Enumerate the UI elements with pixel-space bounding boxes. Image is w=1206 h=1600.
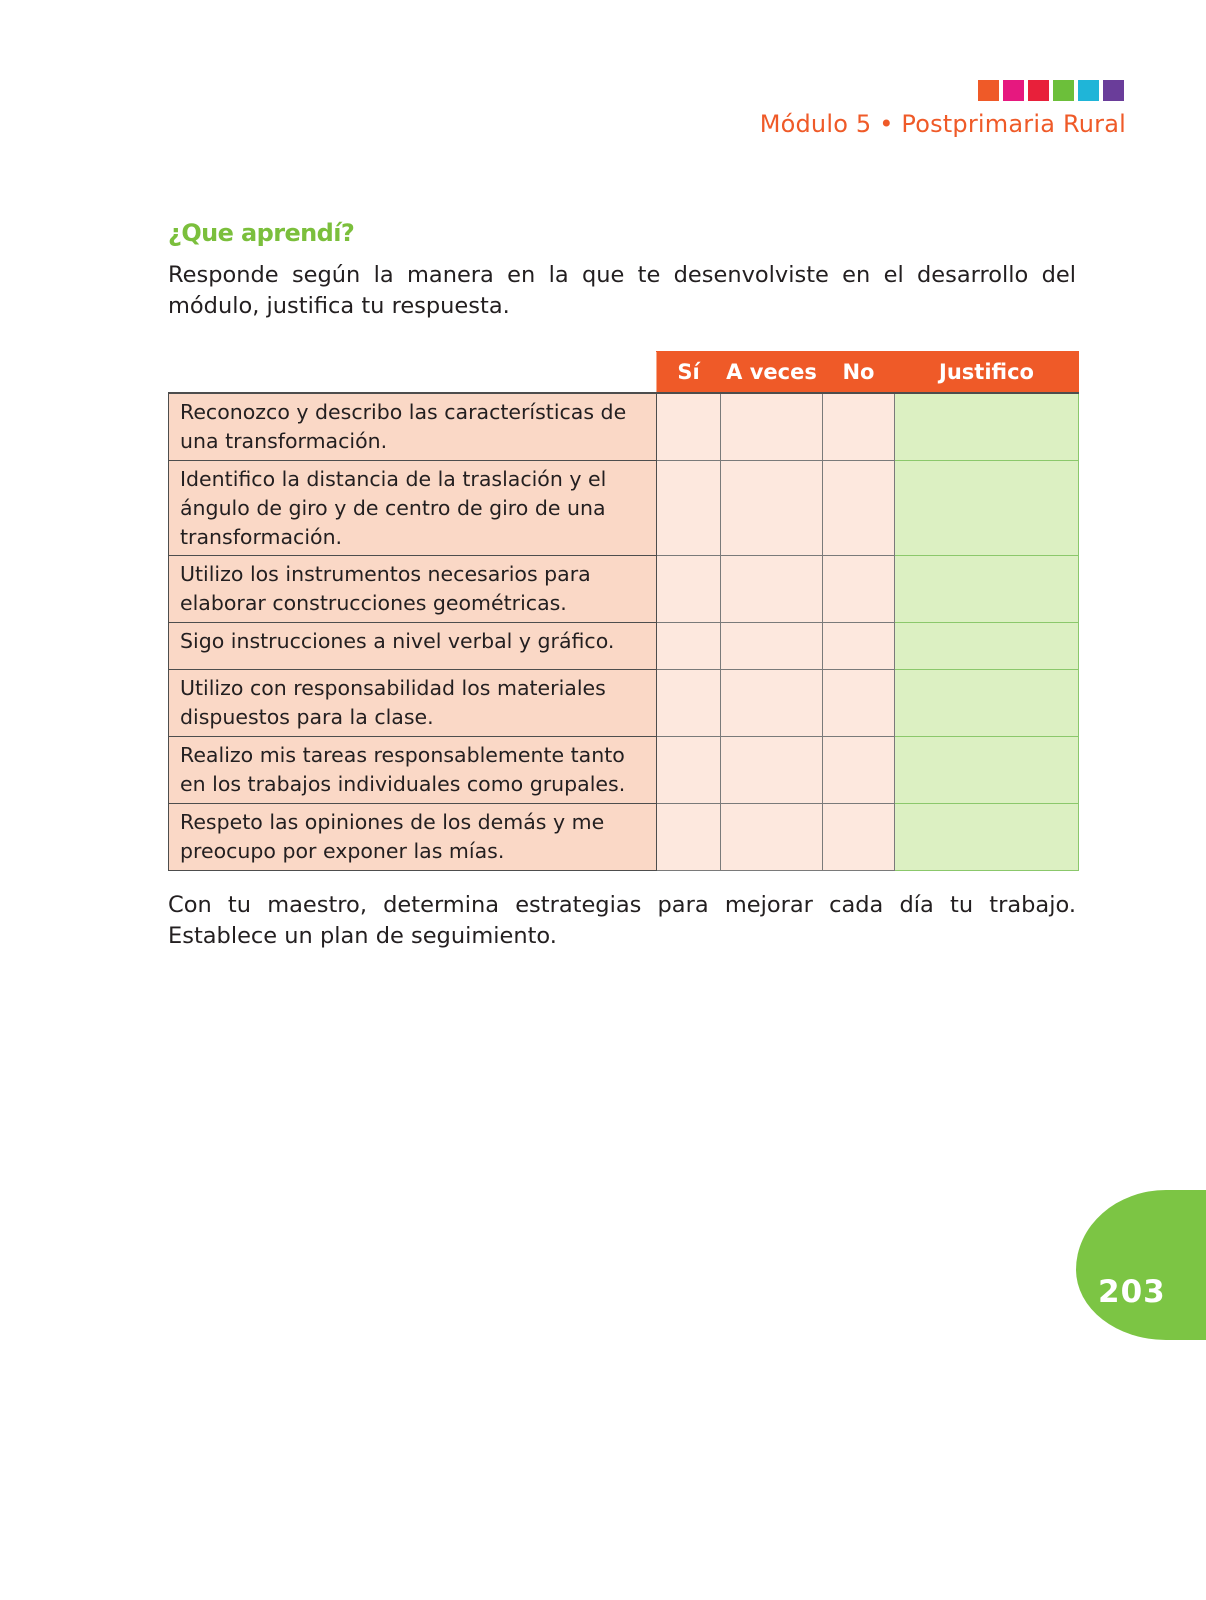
section-title: ¿Que aprendí? [168,219,355,247]
a-veces-cell[interactable] [721,555,823,622]
si-cell[interactable] [657,622,721,669]
row-statement: Respeto las opiniones de los demás y me preocupo por exponer las mías. [169,803,657,870]
a-veces-cell[interactable] [721,622,823,669]
header-si: Sí [657,352,721,394]
si-cell[interactable] [657,669,721,736]
justifico-cell[interactable] [895,460,1079,555]
closing-paragraph: Con tu maestro, determina estrategias para mejorar cada día tu trabajo. Establece un plan de seguimiento. [168,892,1076,949]
justifico-cell[interactable] [895,622,1079,669]
row-statement: Utilizo los instrumentos necesarios para elaborar construcciones geométricas. [169,555,657,622]
no-cell[interactable] [823,622,895,669]
table-row [169,622,1079,669]
row-statement: Reconozco y describo las características de una transformación. [169,393,657,460]
a-veces-cell[interactable] [721,669,823,736]
table-header-blank [169,352,657,394]
no-cell[interactable] [823,669,895,736]
header-justifico: Justifico [895,352,1079,394]
table-row [169,555,1079,622]
no-cell[interactable] [823,555,895,622]
justifico-cell[interactable] [895,803,1079,870]
a-veces-cell[interactable] [721,803,823,870]
self-evaluation-table [168,351,1079,871]
header-a-veces: A veces [721,352,823,394]
row-statement: Identifico la distancia de la traslación y el ángulo de giro y de centro de giro de una transformación. [169,460,657,555]
table-row [169,393,1079,460]
a-veces-cell[interactable] [721,460,823,555]
color-squares [978,80,1124,101]
table-row [169,669,1079,736]
a-veces-cell[interactable] [721,393,823,460]
si-cell[interactable] [657,460,721,555]
module-title: Módulo 5 • Postprimaria Rural [759,110,1126,138]
color-square [978,80,999,101]
page-number-blob [1076,1190,1206,1340]
intro-paragraph: Responde según la manera en la que te desenvolviste en el desarrollo del módulo, justifica tu respuesta. [168,262,1076,319]
table-row [169,736,1079,803]
color-square [1028,80,1049,101]
row-statement: Sigo instrucciones a nivel verbal y gráfico. [169,622,657,669]
justifico-cell[interactable] [895,669,1079,736]
color-square [1103,80,1124,101]
table-row [169,460,1079,555]
page-number: 203 [1098,1274,1166,1310]
header-no: No [823,352,895,394]
table-row [169,803,1079,870]
no-cell[interactable] [823,736,895,803]
a-veces-cell[interactable] [721,736,823,803]
color-square [1053,80,1074,101]
color-square [1078,80,1099,101]
justifico-cell[interactable] [895,555,1079,622]
row-statement: Utilizo con responsabilidad los materiales dispuestos para la clase. [169,669,657,736]
si-cell[interactable] [657,803,721,870]
si-cell[interactable] [657,555,721,622]
no-cell[interactable] [823,460,895,555]
no-cell[interactable] [823,803,895,870]
color-square [1003,80,1024,101]
no-cell[interactable] [823,393,895,460]
si-cell[interactable] [657,393,721,460]
si-cell[interactable] [657,736,721,803]
justifico-cell[interactable] [895,393,1079,460]
justifico-cell[interactable] [895,736,1079,803]
table-header-row [169,352,1079,394]
row-statement: Realizo mis tareas responsablemente tanto en los trabajos individuales como grupales. [169,736,657,803]
